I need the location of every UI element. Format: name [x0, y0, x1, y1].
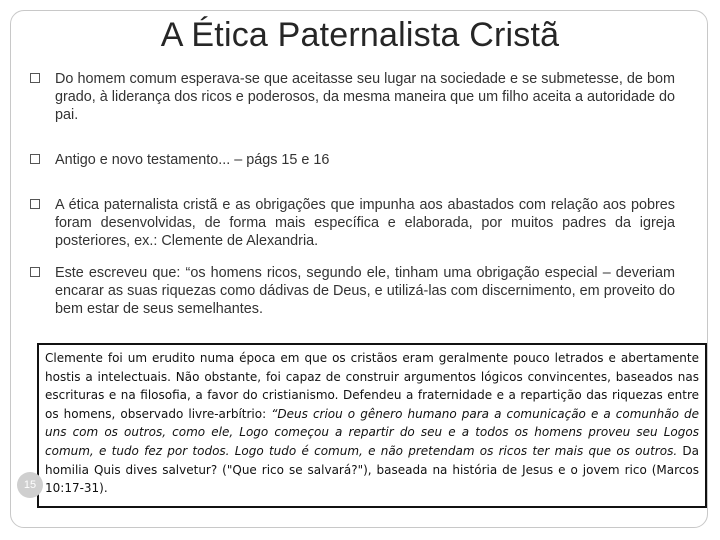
- square-bullet-icon: [30, 73, 40, 83]
- slide-title: A Ética Paternalista Cristã: [160, 16, 560, 54]
- callout-intro: Clemente foi um erudito numa época em que os cristãos eram geralmente pouco letrados e abertamente hostis a intelectuais. Não obstante, foi capaz de construir argumentos lógicos convincentes, baseados nas escrituras e na filosofia, a favor do cristianismo. Defendeu a fraternidade e a repartição das riquezas entre os homens, observado livre-arbítrio:: [45, 351, 699, 421]
- bullet-list: [30, 70, 675, 318]
- bullet-text: Antigo e novo testamento... – págs 15 e 16: [55, 152, 330, 168]
- square-bullet-icon: [30, 199, 40, 209]
- bullet-text: Do homem comum esperava-se que aceitasse seu lugar na sociedade e se submetesse, de bom grado, à liderança dos ricos e poderosos, da mesma maneira que um filho aceita a autoridade do pai.: [55, 71, 675, 123]
- bullet-item: [30, 151, 675, 169]
- page-number-badge: 15: [17, 472, 43, 498]
- bullet-text: A ética paternalista cristã e as obrigações que impunha aos abastados com relação aos pobres foram desenvolvidas, de forma mais específica e elaborada, por muitos padres da igreja posteriores, ex.: Clemente de Alexandria.: [55, 197, 675, 249]
- callout-quote: “Deus criou o gênero humano para a comunicação e a comunhão de uns com os outros, como ele, Logo começou a repartir do seu e a todos os homens proveu seu Logos comum, e tudo fez por todos. Logo tudo é comum, e não pretendam os ricos ter mais que os outros.: [45, 406, 699, 458]
- callout-source: Da homilia Quis dives salvetur? ("Que rico se salvará?"), baseada na história de Jesus e o jovem rico (Marcos 10:17-31).: [45, 443, 699, 496]
- clemente-callout-box: [37, 343, 707, 508]
- bullet-item: [30, 264, 675, 318]
- bullet-text: Este escreveu que: “os homens ricos, segundo ele, tinham uma obrigação especial – deveriam encarar as suas riquezas como dádivas de Deus, e utilizá-las com discernimento, em proveito do bem estar de seus semelhantes.: [55, 265, 675, 317]
- bullet-item: [30, 196, 675, 250]
- square-bullet-icon: [30, 154, 40, 164]
- bullet-item: [30, 70, 675, 124]
- square-bullet-icon: [30, 267, 40, 277]
